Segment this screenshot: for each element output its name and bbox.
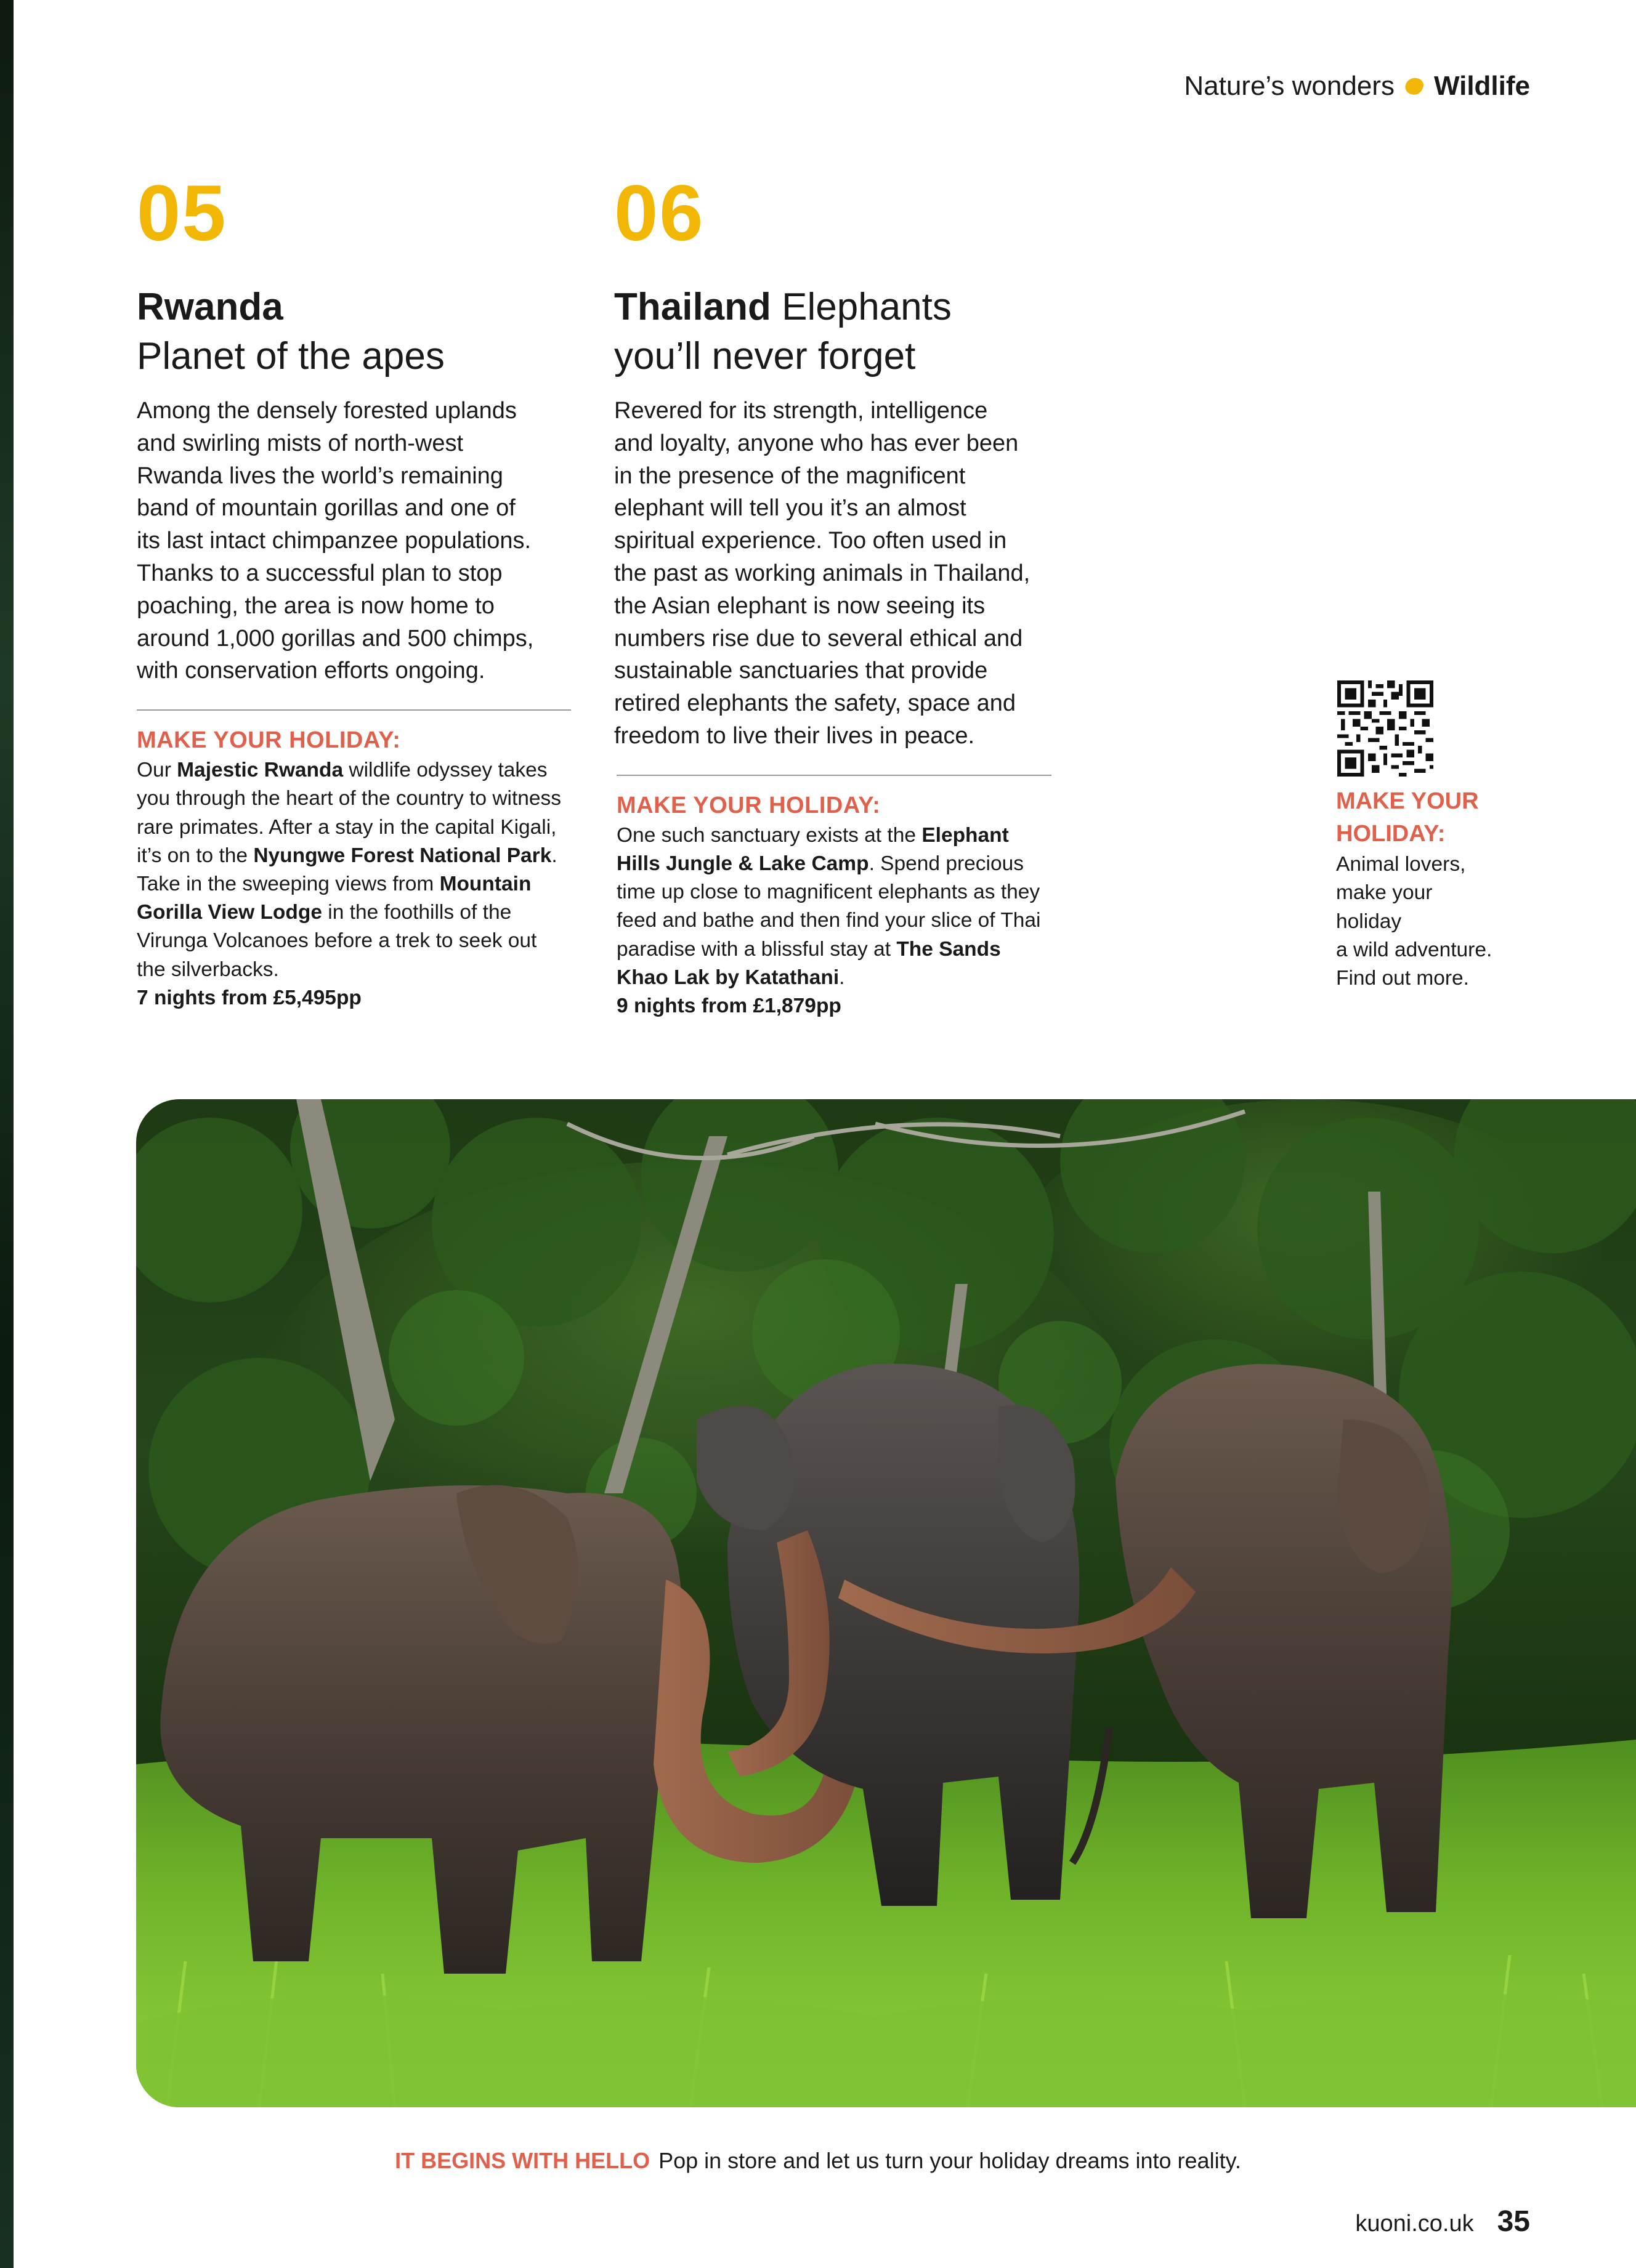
page-footer xyxy=(1355,2205,1530,2238)
offer-link-lodge[interactable]: Mountain Gorilla View Lodge xyxy=(137,872,532,924)
offer-text: Our xyxy=(137,759,177,782)
article-body xyxy=(137,395,571,687)
make-your-holiday-label: MAKE YOUR HOLIDAY: xyxy=(137,727,401,754)
body-line: in the presence of the magnificent xyxy=(614,462,966,489)
left-edge-bleed xyxy=(0,0,14,2268)
offer-link-the-sands[interactable]: The Sands Khao Lak by Katathani xyxy=(617,937,1001,989)
offer-link-majestic-rwanda[interactable]: Majestic Rwanda xyxy=(177,759,344,782)
sidebar-line: make your xyxy=(1336,881,1433,905)
make-your-holiday-label-2: HOLIDAY: xyxy=(1336,821,1446,847)
body-line: the past as working animals in Thailand, xyxy=(614,560,1031,586)
body-line: Revered for its strength, intelligence xyxy=(614,398,988,424)
body-line: its last intact chimpanzee populations. xyxy=(137,528,532,554)
article-title xyxy=(614,283,1051,381)
article-number: 05 xyxy=(137,169,227,257)
body-line: retired elephants the safety, space and xyxy=(614,690,1016,717)
body-line: freedom to live their lives in peace. xyxy=(614,722,975,749)
article-subtitle: Elephants xyxy=(771,286,952,328)
body-line: around 1,000 gorillas and 500 chimps, xyxy=(137,625,534,652)
body-line: and loyalty, anyone who has ever been xyxy=(614,430,1019,456)
make-your-holiday-label: MAKE YOUR xyxy=(1336,788,1479,814)
article-number: 06 xyxy=(614,169,705,257)
footer-tagline xyxy=(0,2148,1636,2174)
body-line: sustainable sanctuaries that provide xyxy=(614,658,988,684)
page-number: 35 xyxy=(1497,2205,1530,2238)
offer-link-nyungwe[interactable]: Nyungwe Forest National Park xyxy=(253,844,552,867)
article-subtitle: Planet of the apes xyxy=(137,335,445,377)
offer-price: 7 nights from £5,495pp xyxy=(137,986,362,1009)
article-body xyxy=(614,395,1051,753)
offer-text: wildlife odyssey takes you through the heart of the country to witness rare primates. After a stay in the capital Kigali, it’s on to the xyxy=(137,759,562,867)
sidebar-text xyxy=(1336,850,1521,993)
body-line: Thanks to a successful plan to stop xyxy=(137,560,503,586)
article-subtitle-line2: you’ll never forget xyxy=(614,335,916,377)
qr-code-icon[interactable] xyxy=(1337,680,1433,777)
body-line: elephant will tell you it’s an almost xyxy=(614,495,966,522)
offer-text: . Take in the sweeping views from xyxy=(137,844,557,895)
divider xyxy=(137,709,571,711)
body-line: with conservation efforts ongoing. xyxy=(137,658,485,684)
body-line: the Asian elephant is now seeing its xyxy=(614,592,986,619)
sidebar-cta xyxy=(1336,785,1521,993)
offer-price: 9 nights from £1,879pp xyxy=(617,994,841,1017)
sidebar-line: Animal lovers, xyxy=(1336,853,1466,876)
article-title xyxy=(137,283,571,381)
country-name: Rwanda xyxy=(137,286,283,328)
site-url[interactable]: kuoni.co.uk xyxy=(1355,2211,1474,2237)
thailand-article xyxy=(614,169,1051,1020)
sidebar-line: holiday xyxy=(1336,910,1402,933)
footer-text: Pop in store and let us turn your holiday dreams into reality. xyxy=(658,2148,1241,2173)
rwanda-article xyxy=(137,169,571,1012)
holiday-offer xyxy=(137,756,571,984)
body-line: numbers rise due to several ethical and xyxy=(614,625,1023,652)
sidebar-line: a wild adventure. xyxy=(1336,938,1492,961)
elephants-illustration xyxy=(136,1099,1636,2107)
body-line: band of mountain gorillas and one of xyxy=(137,495,516,522)
header-topic: Nature’s wonders xyxy=(1184,71,1395,101)
body-line: and swirling mists of north-west xyxy=(137,430,464,456)
body-line: Rwanda lives the world’s remaining xyxy=(137,462,503,489)
sidebar-line: Find out more. xyxy=(1336,967,1469,990)
offer-link-elephant-hills[interactable]: Elephant Hills Jungle & Lake Camp xyxy=(617,823,1009,875)
offer-text: in the foothills of the Virunga Volcanoes before a trek to seek out the silverbacks. xyxy=(137,901,537,981)
bullet-dot-icon xyxy=(1403,75,1425,97)
holiday-offer xyxy=(617,821,1051,992)
body-line: Among the densely forested uplands xyxy=(137,398,517,424)
offer-text: . xyxy=(839,966,845,989)
section-header xyxy=(1184,71,1530,102)
make-your-holiday-label: MAKE YOUR HOLIDAY: xyxy=(617,792,881,818)
body-line: spiritual experience. Too often used in xyxy=(614,528,1007,554)
footer-kicker: IT BEGINS WITH HELLO xyxy=(395,2148,650,2173)
country-name: Thailand xyxy=(614,286,771,328)
header-section: Wildlife xyxy=(1433,71,1530,101)
body-line: poaching, the area is now home to xyxy=(137,592,495,619)
divider xyxy=(617,775,1051,776)
offer-text: One such sanctuary exists at the xyxy=(617,823,922,847)
offer-text: . Spend precious time up close to magnificent elephants as they feed and bathe and then find your slice of Thai paradise with a blissful stay at xyxy=(617,852,1041,961)
elephants-photo xyxy=(136,1099,1636,2107)
